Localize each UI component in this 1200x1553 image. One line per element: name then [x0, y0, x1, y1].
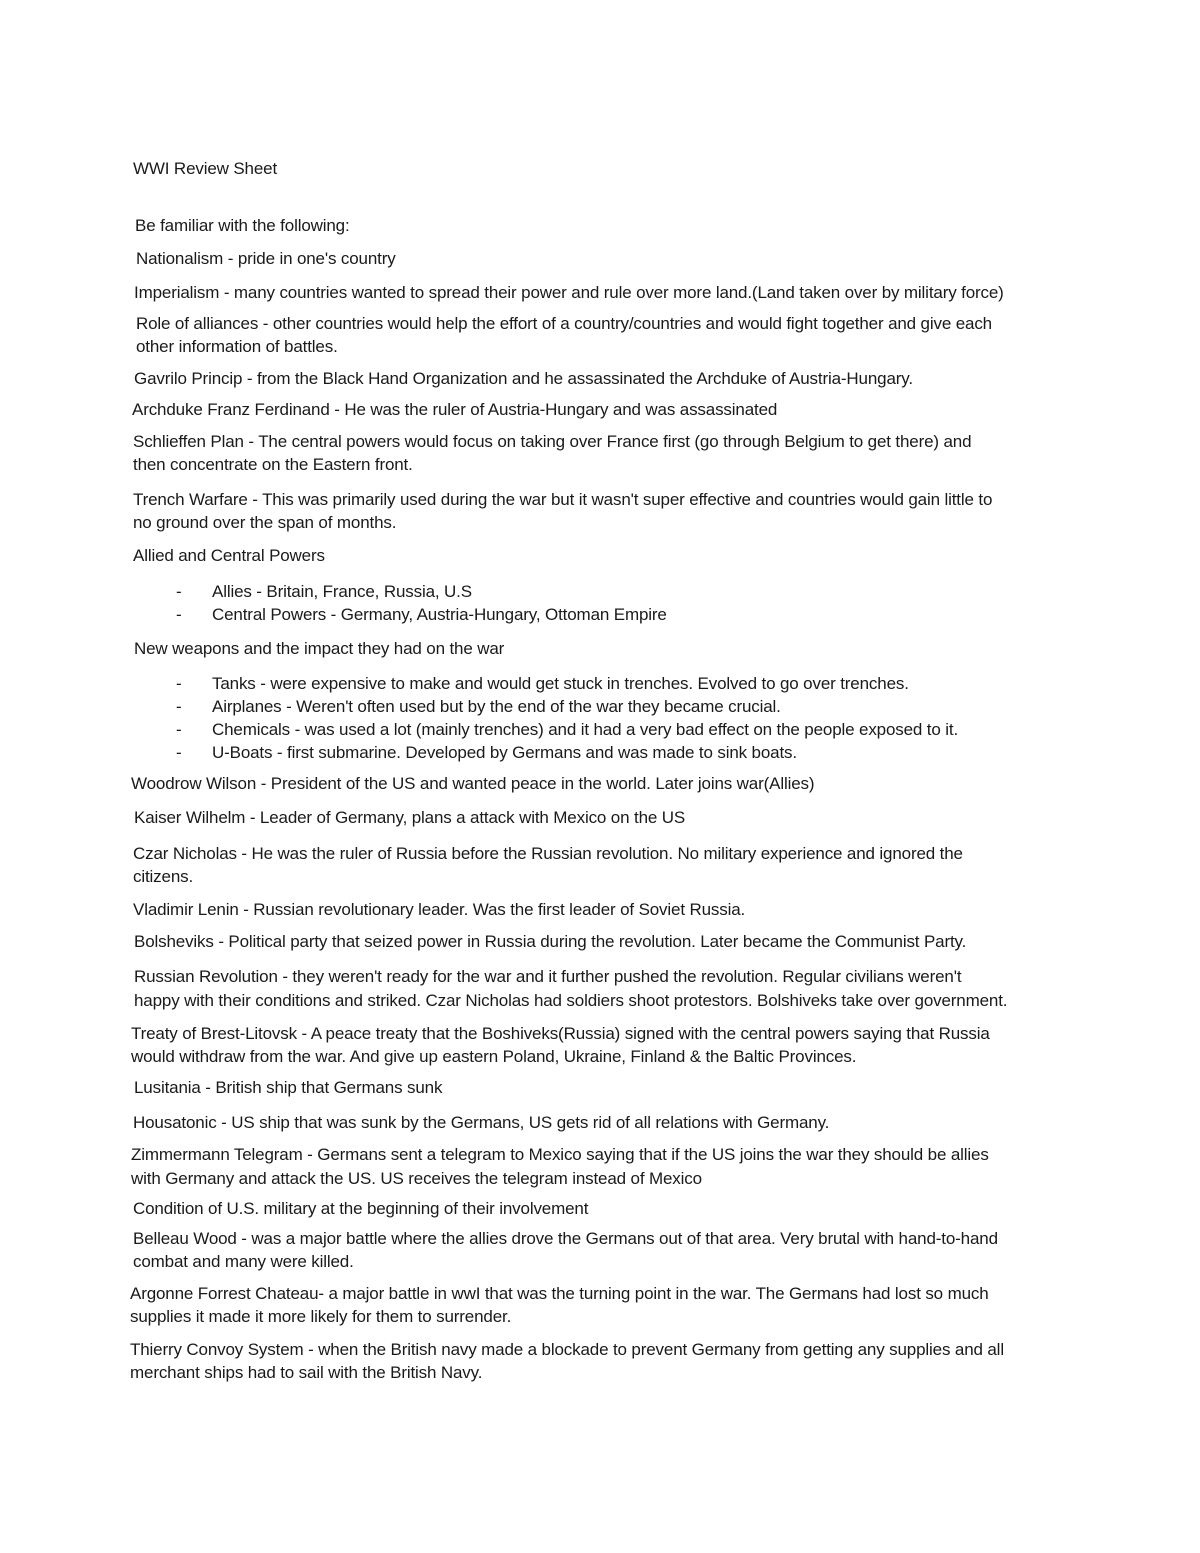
- entry-czar-line2: citizens.: [133, 867, 194, 886]
- bullet-dash: -: [176, 605, 182, 624]
- list-item-airplanes: Airplanes - Weren't often used but by the end of the war they became crucial.: [212, 697, 781, 716]
- entry-zimmermann-line2: with Germany and attack the US. US receives the telegram instead of Mexico: [131, 1169, 702, 1188]
- intro-text: Be familiar with the following:: [135, 216, 350, 235]
- entry-housatonic: Housatonic - US ship that was sunk by the Germans, US gets rid of all relations with Germany.: [133, 1113, 830, 1132]
- entry-belleau-line2: combat and many were killed.: [133, 1252, 354, 1271]
- entry-princip: Gavrilo Princip - from the Black Hand Organization and he assassinated the Archduke of Austria-Hungary.: [134, 369, 913, 388]
- entry-convoy-line2: merchant ships had to sail with the British Navy.: [130, 1363, 483, 1382]
- entry-schlieffen-line2: then concentrate on the Eastern front.: [133, 455, 413, 474]
- entry-convoy-line1: Thierry Convoy System - when the British navy made a blockade to prevent Germany from getting any supplies and all: [130, 1340, 1004, 1359]
- entry-brest-line2: would withdraw from the war. And give up eastern Poland, Ukraine, Finland & the Baltic Provinces.: [131, 1047, 857, 1066]
- entry-argonne-line1: Argonne Forrest Chateau- a major battle in wwI that was the turning point in the war. The Germans had lost so much: [130, 1284, 989, 1303]
- list-item-central-powers: Central Powers - Germany, Austria-Hungary, Ottoman Empire: [212, 605, 667, 624]
- entry-kaiser: Kaiser Wilhelm - Leader of Germany, plans a attack with Mexico on the US: [134, 808, 686, 827]
- entry-trench-line1: Trench Warfare - This was primarily used during the war but it wasn't super effective and countries would gain little to: [133, 490, 993, 509]
- list-item-allies: Allies - Britain, France, Russia, U.S: [212, 582, 472, 601]
- entry-condition: Condition of U.S. military at the beginning of their involvement: [133, 1199, 589, 1218]
- page-title: WWI Review Sheet: [133, 159, 278, 178]
- entry-schlieffen-line1: Schlieffen Plan - The central powers would focus on taking over France first (go through Belgium to get there) and: [133, 432, 972, 451]
- entry-zimmermann-line1: Zimmermann Telegram - Germans sent a telegram to Mexico saying that if the US joins the war they should be allies: [131, 1145, 989, 1164]
- entry-bolsheviks: Bolsheviks - Political party that seized power in Russia during the revolution. Later became the Communist Party.: [134, 932, 967, 951]
- list-item-tanks: Tanks - were expensive to make and would get stuck in trenches. Evolved to go over trenches.: [212, 674, 909, 693]
- bullet-dash: -: [176, 720, 182, 739]
- weapons-heading: New weapons and the impact they had on the war: [134, 639, 505, 658]
- powers-heading: Allied and Central Powers: [133, 546, 325, 565]
- entry-trench-line2: no ground over the span of months.: [133, 513, 397, 532]
- entry-alliances-line1: Role of alliances - other countries would help the effort of a country/countries and would fight together and give each: [136, 314, 992, 333]
- entry-revolution-line2: happy with their conditions and striked. Czar Nicholas had soldiers shoot protestors. Bolshiveks take over government.: [134, 991, 1008, 1010]
- entry-lusitania: Lusitania - British ship that Germans sunk: [134, 1078, 443, 1097]
- bullet-dash: -: [176, 582, 182, 601]
- entry-argonne-line2: supplies it made it more likely for them to surrender.: [130, 1307, 512, 1326]
- entry-wilson: Woodrow Wilson - President of the US and wanted peace in the world. Later joins war(Allies): [131, 774, 815, 793]
- entry-nationalism: Nationalism - pride in one's country: [136, 249, 396, 268]
- bullet-dash: -: [176, 674, 182, 693]
- bullet-dash: -: [176, 743, 182, 762]
- entry-alliances-line2: other information of battles.: [136, 337, 338, 356]
- entry-imperialism: Imperialism - many countries wanted to spread their power and rule over more land.(Land taken over by military force): [134, 283, 1004, 302]
- entry-lenin: Vladimir Lenin - Russian revolutionary leader. Was the first leader of Soviet Russia.: [133, 900, 746, 919]
- entry-revolution-line1: Russian Revolution - they weren't ready for the war and it further pushed the revolution. Regular civilians weren't: [134, 967, 962, 986]
- entry-ferdinand: Archduke Franz Ferdinand - He was the ruler of Austria-Hungary and was assassinated: [132, 400, 778, 419]
- list-item-uboats: U-Boats - first submarine. Developed by Germans and was made to sink boats.: [212, 743, 797, 762]
- bullet-dash: -: [176, 697, 182, 716]
- list-item-chemicals: Chemicals - was used a lot (mainly trenches) and it had a very bad effect on the people exposed to it.: [212, 720, 959, 739]
- entry-brest-line1: Treaty of Brest-Litovsk - A peace treaty that the Boshiveks(Russia) signed with the central powers saying that Russia: [131, 1024, 990, 1043]
- entry-belleau-line1: Belleau Wood - was a major battle where the allies drove the Germans out of that area. Very brutal with hand-to-hand: [133, 1229, 998, 1248]
- entry-czar-line1: Czar Nicholas - He was the ruler of Russia before the Russian revolution. No military experience and ignored the: [133, 844, 963, 863]
